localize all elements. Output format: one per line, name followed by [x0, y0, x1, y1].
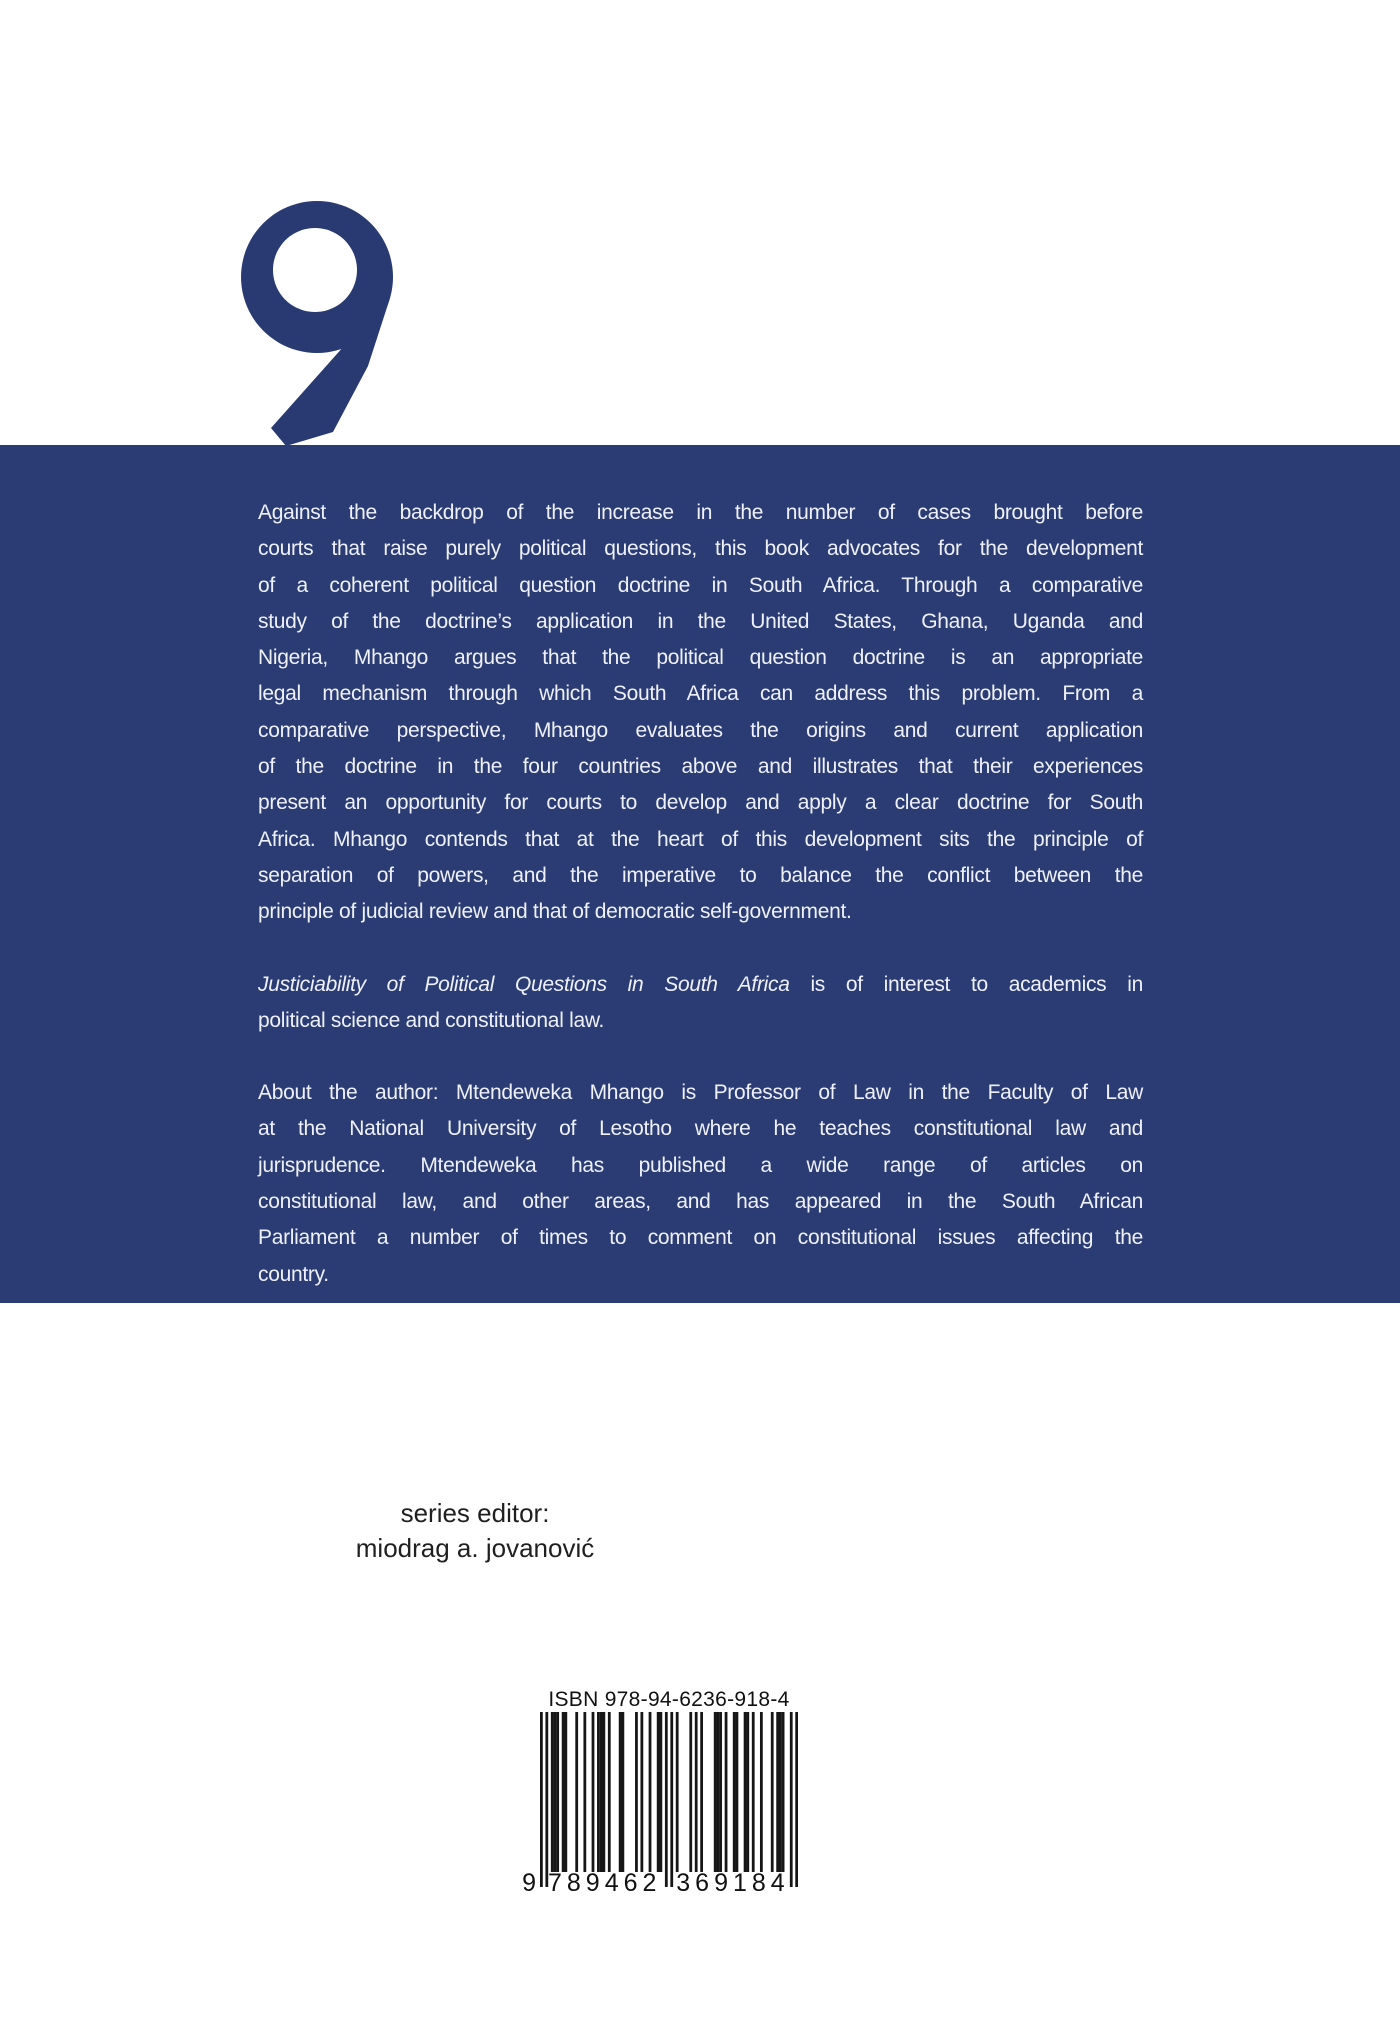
series-editor-name: miodrag a. jovanović — [355, 1533, 595, 1563]
text-line: Parliament a number of times to comment on constitutional issues affecting the — [258, 1226, 1143, 1250]
text-line: Against the backdrop of the increase in the number of cases brought before — [258, 501, 1143, 524]
series-editor-block — [240, 1496, 710, 1566]
text-line: political science and constitutional law. — [258, 1008, 605, 1032]
numeral-nine — [238, 196, 398, 448]
barcode-digits — [522, 1869, 798, 1899]
text-line: legal mechanism through which South Africa can address this problem. From a — [258, 682, 1143, 706]
barcode-digits-left: 789462 — [548, 1869, 662, 1897]
text-line: jurisprudence. Mtendeweka has published a wide range of articles on — [258, 1153, 1143, 1177]
text-line: constitutional law, and other areas, and has appeared in the South African — [258, 1190, 1143, 1214]
blurb-paragraph-2 — [258, 967, 1143, 1040]
text-line: present an opportunity for courts to develop and apply a clear doctrine for South — [258, 791, 1143, 815]
text-line: of a coherent political question doctrine in South Africa. Through a comparative — [258, 573, 1143, 597]
title-line-rest: is of interest to academics in — [789, 972, 1143, 996]
text-line: of the doctrine in the four countries above and illustrates that their experiences — [258, 755, 1143, 779]
series-editor-label: series editor: — [400, 1498, 550, 1528]
text-line: at the National University of Lesotho where he teaches constitutional law and — [258, 1117, 1143, 1141]
text-line: study of the doctrine’s application in the United States, Ghana, Uganda and — [258, 609, 1143, 633]
text-line: About the author: Mtendeweka Mhango is Professor of Law in the Faculty of Law — [258, 1081, 1143, 1105]
text-line: comparative perspective, Mhango evaluates the origins and current application — [258, 718, 1143, 742]
blurb-paragraph-1 — [258, 495, 1143, 931]
text-line: country. — [258, 1262, 329, 1286]
text-line: principle of judicial review and that of democratic self-government. — [258, 900, 852, 924]
blurb-band — [0, 445, 1400, 1303]
ean13-barcode — [540, 1712, 798, 1888]
barcode-digits-right: 369184 — [676, 1869, 790, 1897]
barcode-digit-first: 9 — [522, 1869, 536, 1897]
text-line — [258, 967, 1143, 1003]
book-title-italic: Justiciability of Political Questions in South Africa — [258, 972, 790, 996]
text-line: Africa. Mhango contends that at the heart of this development sits the principle of — [258, 827, 1143, 851]
isbn-label: ISBN 978-94-6236-918-4 — [548, 1688, 790, 1711]
text-line: Nigeria, Mhango argues that the political question doctrine is an appropriate — [258, 646, 1143, 670]
text-line: courts that raise purely political questions, this book advocates for the development — [258, 537, 1143, 561]
text-line: separation of powers, and the imperative to balance the conflict between the — [258, 863, 1143, 887]
blurb-paragraph-3 — [258, 1075, 1143, 1293]
